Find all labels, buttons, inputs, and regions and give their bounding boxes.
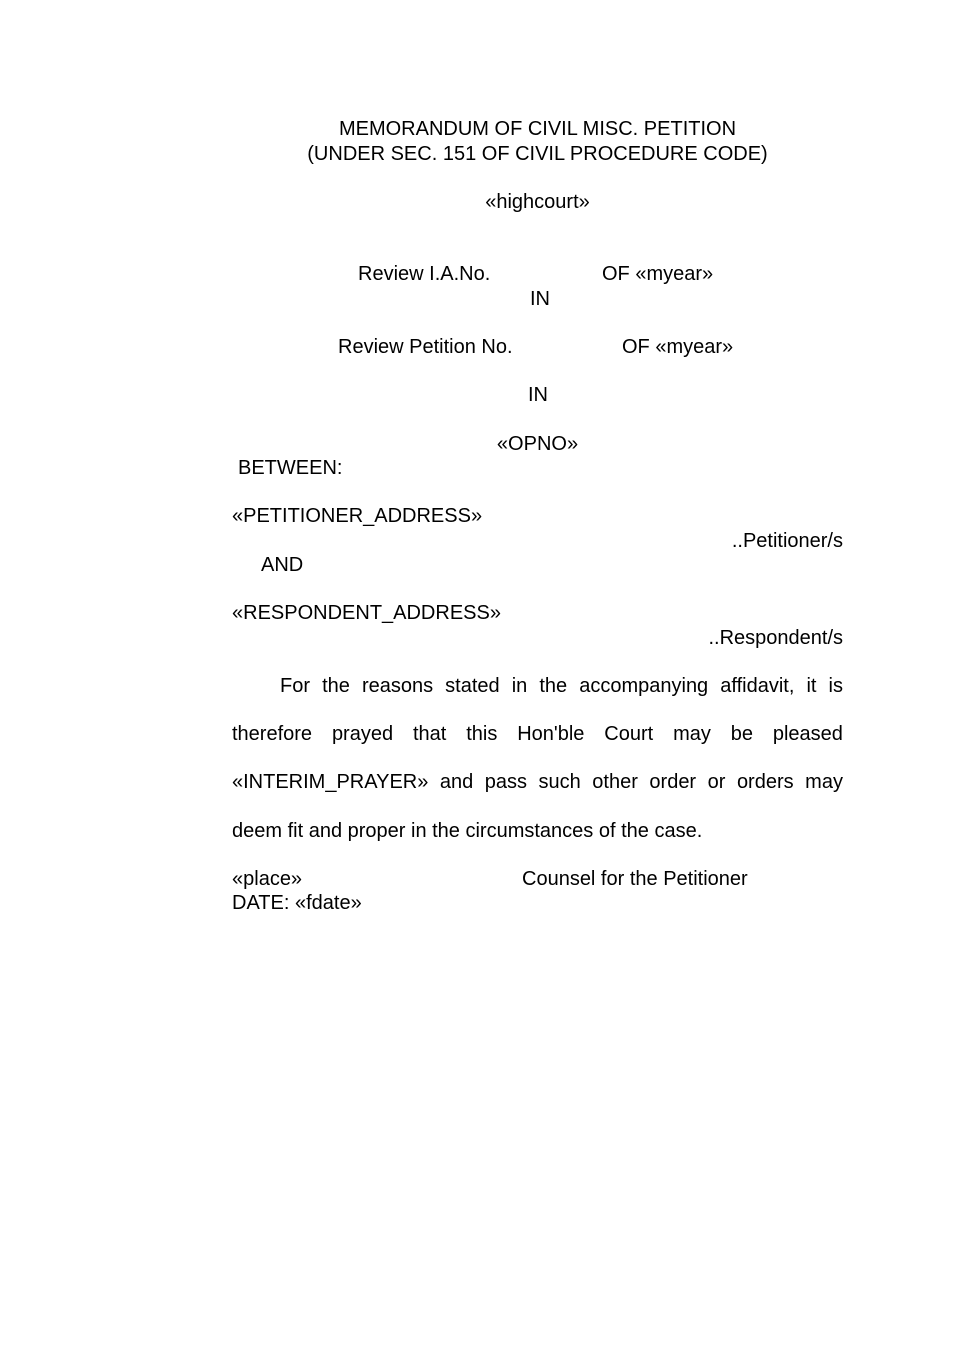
opno-placeholder: «OPNO» <box>496 433 579 455</box>
review-ia-year: OF «myear» <box>602 263 714 285</box>
prayer-word: affidavit, <box>720 675 795 697</box>
counsel-signature-label: Counsel for the Petitioner <box>522 868 748 890</box>
prayer-word: For <box>280 675 310 697</box>
prayer-word: Hon'ble <box>517 723 585 745</box>
prayer-word: pass <box>484 771 528 793</box>
review-petition-label: Review Petition No. <box>338 336 513 358</box>
between-heading: BETWEEN: <box>238 457 343 479</box>
petitioner-address: «PETITIONER_ADDRESS» <box>232 505 483 527</box>
prayer-word: stated <box>445 675 500 697</box>
prayer-word: order <box>649 771 697 793</box>
prayer-word: pleased <box>772 723 843 745</box>
respondent-address: «RESPONDENT_ADDRESS» <box>232 602 501 624</box>
prayer-line-2 <box>232 722 843 746</box>
prayer-word: may <box>805 771 843 793</box>
prayer-word: that <box>412 723 447 745</box>
respondent-label: ..Respondent/s <box>708 627 843 649</box>
prayer-word: be <box>730 723 753 745</box>
prayer-word: it <box>806 675 817 697</box>
prayer-line-1 <box>280 674 843 698</box>
prayer-word: such <box>538 771 581 793</box>
review-petition-year: OF «myear» <box>622 336 734 358</box>
review-ia-label: Review I.A.No. <box>358 263 491 285</box>
prayer-word: other <box>592 771 638 793</box>
prayer-word: reasons <box>361 675 434 697</box>
prayer-word: or <box>707 771 726 793</box>
prayer-word: and <box>439 771 474 793</box>
prayer-line-4: deem fit and proper in the circumstances of the case. <box>232 820 703 842</box>
prayer-word: Court <box>604 723 654 745</box>
and-connector: AND <box>261 554 304 576</box>
prayer-word: accompanying <box>579 675 709 697</box>
prayer-word: therefore <box>232 723 313 745</box>
date-line: DATE: «fdate» <box>232 892 362 914</box>
document-subtitle: (UNDER SEC. 151 OF CIVIL PROCEDURE CODE) <box>307 143 768 165</box>
prayer-word: is <box>828 675 843 697</box>
in-connector-1: IN <box>530 288 550 310</box>
court-placeholder: «highcourt» <box>485 191 590 213</box>
prayer-word: this <box>466 723 498 745</box>
prayer-word: «INTERIM_PRAYER» <box>232 771 429 793</box>
prayer-word: the <box>322 675 350 697</box>
prayer-word: in <box>511 675 528 697</box>
in-connector-2: IN <box>528 384 548 406</box>
document-title: MEMORANDUM OF CIVIL MISC. PETITION <box>338 118 737 140</box>
prayer-line-3 <box>232 770 843 794</box>
place-placeholder: «place» <box>232 868 303 890</box>
petitioner-label: ..Petitioner/s <box>731 530 843 552</box>
prayer-word: may <box>673 723 711 745</box>
prayer-word: the <box>539 675 568 697</box>
prayer-word: prayed <box>331 723 394 745</box>
prayer-word: orders <box>736 771 794 793</box>
